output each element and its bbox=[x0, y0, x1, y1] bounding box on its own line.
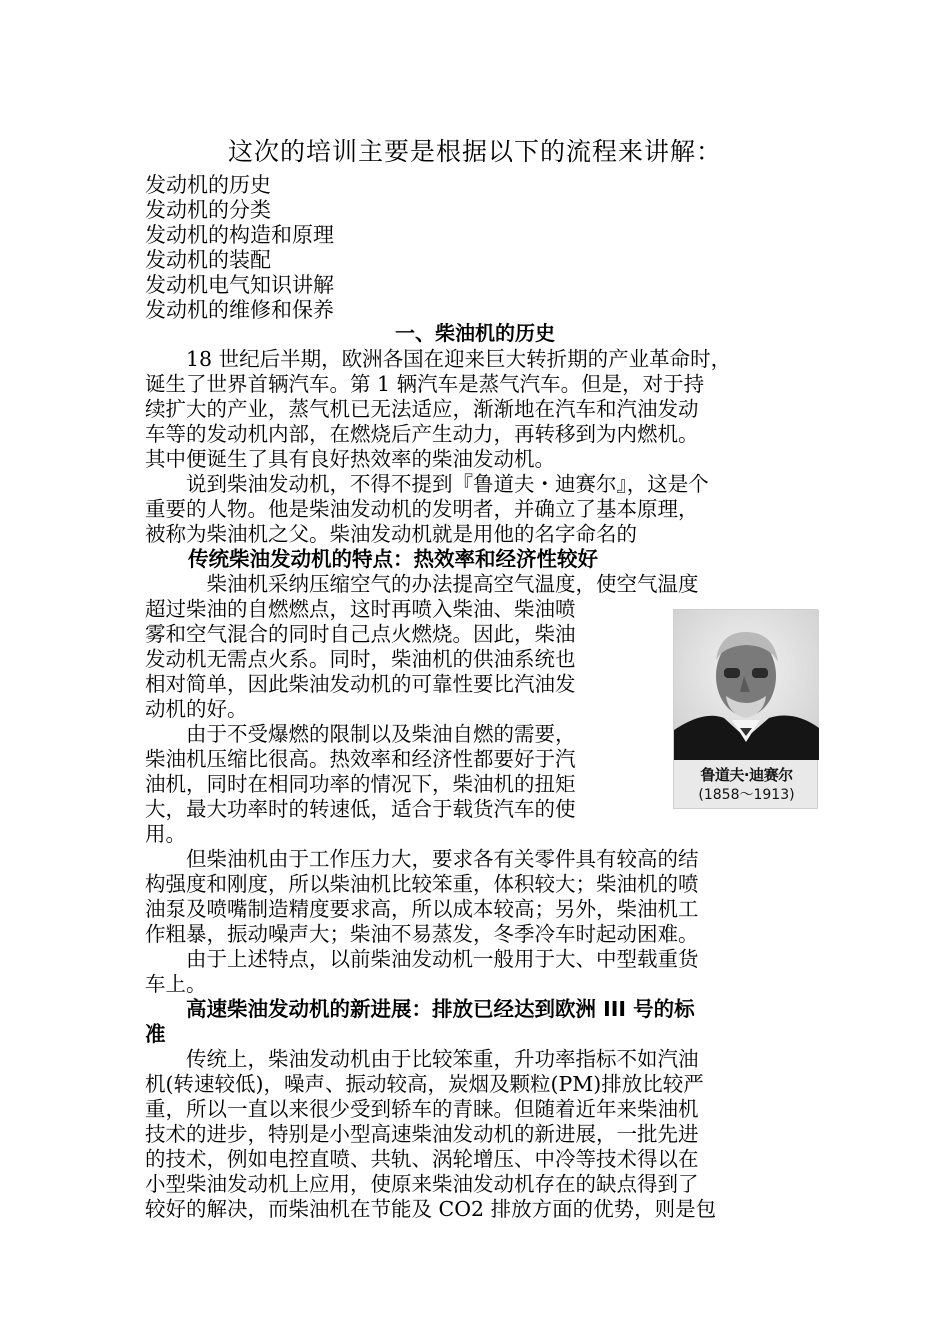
text-line: 的技术，例如电控直喷、共轨、涡轮增压、中冷等技术得以在 bbox=[145, 1147, 699, 1171]
portrait-caption-years: (1858～1913) bbox=[698, 787, 795, 803]
text-line: 续扩大的产业，蒸气机已无法适应，渐渐地在汽车和汽油发动 bbox=[145, 397, 699, 421]
text-line: 车等的发动机内部，在燃烧后产生动力，再转移到为内燃机。 bbox=[145, 422, 699, 446]
text-line: 油泵及喷嘴制造精度要求高，所以成本较高；另外，柴油机工 bbox=[145, 897, 699, 921]
outline-item: 发动机的装配 bbox=[145, 248, 271, 272]
text-line: 雾和空气混合的同时自己点火燃烧。因此，柴油 bbox=[145, 622, 576, 646]
text-line: 柴油机压缩比很高。热效率和经济性都要好于汽 bbox=[145, 747, 576, 771]
text-line: 诞生了世界首辆汽车。第 1 辆汽车是蒸气汽车。但是，对于持 bbox=[145, 372, 705, 396]
paragraph-history bbox=[145, 347, 807, 472]
outline-list bbox=[145, 173, 334, 323]
text-line: 小型柴油发动机上应用，使原来柴油发动机存在的缺点得到了 bbox=[145, 1172, 699, 1196]
text-line: 柴油机采纳压缩空气的办法提高空气温度，使空气温度 bbox=[145, 572, 699, 596]
text-line: 其中便诞生了具有良好热效率的柴油发动机。 bbox=[145, 447, 555, 471]
text-line: 大，最大功率时的转速低，适合于载货汽车的使 bbox=[145, 797, 576, 821]
text-line: 动机的好。 bbox=[145, 697, 248, 721]
text-line: 较好的解决，而柴油机在节能及 CO2 排放方面的优势，则是包 bbox=[145, 1197, 717, 1221]
text-line: 但柴油机由于工作压力大，要求各有关零件具有较高的结 bbox=[145, 847, 699, 871]
paragraph-compression bbox=[145, 597, 665, 722]
text-line: 准 bbox=[145, 1022, 166, 1046]
paragraph-first-line bbox=[145, 572, 807, 597]
text-line: 技术的进步，特别是小型高速柴油发动机的新进展，一批先进 bbox=[145, 1122, 699, 1146]
text-line: 重要的人物。他是柴油发动机的发明者，并确立了基本原理， bbox=[145, 497, 699, 521]
outline-item: 发动机的历史 bbox=[145, 173, 271, 197]
text-line: 相对简单，因此柴油发动机的可靠性要比汽油发 bbox=[145, 672, 576, 696]
text-line: 由于上述特点，以前柴油发动机一般用于大、中型载重货 bbox=[145, 947, 699, 971]
text-line: 重，所以一直以来很少受到轿车的青睐。但随着近年来柴油机 bbox=[145, 1097, 699, 1121]
text-line: 车上。 bbox=[145, 972, 207, 996]
outline-item: 发动机的分类 bbox=[145, 198, 271, 222]
text-line: 构强度和刚度，所以柴油机比较笨重，体积较大；柴油机的喷 bbox=[145, 872, 699, 896]
paragraph-efficiency bbox=[145, 722, 665, 847]
text-line: 油机，同时在相同功率的情况下，柴油机的扭矩 bbox=[145, 772, 576, 796]
text-line: 被称为柴油机之父。柴油发动机就是用他的名字命名的 bbox=[145, 522, 637, 546]
text-line: 说到柴油发动机，不得不提到『鲁道夫・迪赛尔』，这是个 bbox=[145, 472, 709, 496]
text-line: 发动机无需点火系。同时，柴油机的供油系统也 bbox=[145, 647, 576, 671]
text-line: 由于不受爆燃的限制以及柴油自燃的需要， bbox=[145, 722, 576, 746]
outline-item: 发动机电气知识讲解 bbox=[145, 273, 334, 297]
text-line: 机(转速较低)，噪声、振动较高，炭烟及颗粒(PM)排放比较严 bbox=[145, 1072, 704, 1096]
text-line: 超过柴油的自燃燃点，这时再喷入柴油、柴油喷 bbox=[145, 597, 576, 621]
section-heading: 一、柴油机的历史 bbox=[395, 321, 555, 345]
text-line: 传统上，柴油发动机由于比较笨重，升功率指标不如汽油 bbox=[145, 1047, 699, 1071]
text-line: 用。 bbox=[145, 822, 186, 846]
subheading-high-speed bbox=[145, 997, 807, 1047]
outline-item: 发动机的维修和保养 bbox=[145, 298, 334, 322]
text-line: 高速柴油发动机的新进展：排放已经达到欧洲 III 号的标 bbox=[145, 997, 695, 1021]
paragraph-new-progress bbox=[145, 1047, 807, 1222]
paragraph-diesel-inventor bbox=[145, 472, 807, 547]
outline-item: 发动机的构造和原理 bbox=[145, 223, 334, 247]
portrait-photo bbox=[673, 609, 818, 809]
portrait-caption-name: 鲁道夫·迪赛尔 bbox=[700, 766, 793, 784]
text-line: 作粗暴，振动噪声大；柴油不易蒸发，冬季冷车时起动困难。 bbox=[145, 922, 699, 946]
paragraph-usage bbox=[145, 947, 807, 997]
text-line: 18 世纪后半期，欧洲各国在迎来巨大转折期的产业革命时， bbox=[145, 347, 732, 371]
document-title: 这次的培训主要是根据以下的流程来讲解： bbox=[227, 137, 722, 166]
subheading-traditional: 传统柴油发动机的特点：热效率和经济性较好 bbox=[188, 547, 598, 571]
paragraph-drawbacks bbox=[145, 847, 807, 947]
